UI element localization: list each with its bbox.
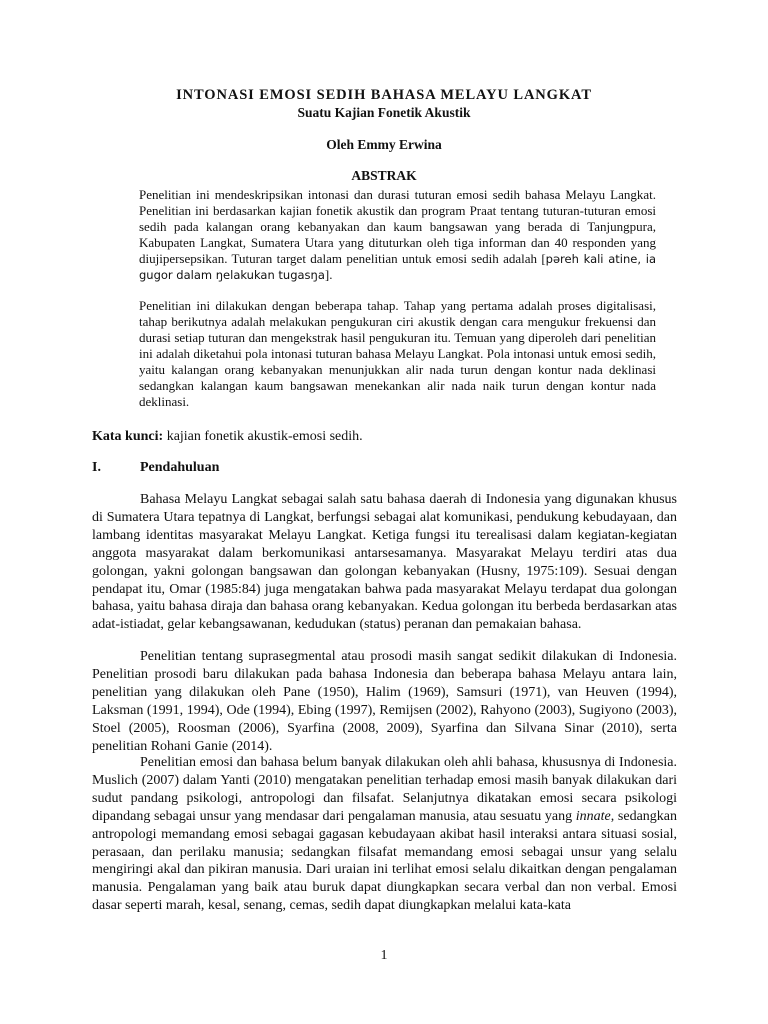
p3-text-before: Penelitian emosi dan bahasa belum banyak dilakukan oleh ahli bahasa, khususnya di Indonesia. Muslich (2007) dalam Yanti (2010) mengatakan penelitian terhadap emosi masih banyak dilakukan dari sudut pandang psikologi, antropologi dan filsafat. Selanjutnya dikatakan emosi secara psikologi dipandang sebagai unsur yang mendasar dari pengalaman manusia, atau sesuatu yang bbox=[92, 755, 677, 824]
abstract-p1-text: Penelitian ini mendeskripsikan intonasi dan durasi tuturan emosi sedih bahasa Melayu Langkat. Penelitian ini berdasarkan kajian fonetik akustik dan program Praat tentang tuturan-tuturan emosi sedih pada kalangan orang kebanyakan dan kaum bangsawan yang berada di Tanjungpura, Kabupaten Langkat, Sumatera Utara yang dituturkan oleh tiga informan dan 40 responden yang diujipersepsikan. Tuturan target dalam penelitian untuk emosi sedih adalah [ bbox=[139, 187, 656, 266]
p3-italic-term: innate bbox=[575, 808, 611, 824]
abstract-heading: ABSTRAK bbox=[351, 168, 417, 183]
section-number: I. bbox=[92, 460, 101, 475]
section-title: Pendahuluan bbox=[140, 460, 220, 475]
body-paragraph-2: Penelitian tentang suprasegmental atau prosodi masih sangat sedikit dilakukan di Indonesia. Penelitian prosodi baru dilakukan pada bahasa Indonesia dan beberapa bahasa Melayu antara lain, penelitian yang dilakukan oleh Pane (1950), Halim (1969), Samsuri (1971), van Heuven (1994), Laksman (1991, 1994), Ode (1994), Ebing (1997), Remijsen (2002), Rahyono (2003), Sugiyono (2003), Stoel (2005), Roosman (2006), Syarfina (2008, 2009), Syarfina dan Silvana Sinar (2010), serta penelitian Rohani Ganie (2014). bbox=[92, 649, 677, 754]
abstract-p1-end: ]. bbox=[324, 267, 333, 282]
keywords-line bbox=[92, 428, 363, 446]
page-number: 1 bbox=[380, 948, 388, 963]
abstract-paragraph-2: Penelitian ini dilakukan dengan beberapa tahap. Tahap yang pertama adalah proses digitalisasi, tahap berikutnya adalah melakukan pengukuran ciri akustik dengan cara mengukur frekuensi dan durasi setiap tuturan dan mengekstrak hasil pengukuran itu. Temuan yang diperoleh dari penelitian ini adalah diketahui pola intonasi tuturan bahasa Melayu Langkat. Pola intonasi untuk emosi sedih, yaitu kalangan orang kebanyakan menunjukkan alir nada turun dengan kontur nada deklinasi sedangkan kalangan kaum bangsawan menekankan alir nada naik turun dengan kontur nada deklinasi. bbox=[139, 298, 656, 409]
author-line: Oleh Emmy Erwina bbox=[326, 137, 442, 152]
abstract-paragraph-1 bbox=[139, 187, 656, 283]
abstract-target-utterance: pəreh kali atine, ia gugor dalam ŋelakukan tugasŋa bbox=[139, 252, 656, 282]
paper-subtitle: Suatu Kajian Fonetik Akustik bbox=[297, 105, 471, 120]
body-paragraph-3 bbox=[92, 754, 677, 915]
p3-text-after: , sedangkan antropologi memandang emosi sebagai gagasan kebudayaan akibat hasil interaksi antara situasi sosial, perasaan, dan perilaku manusia; sedangkan filsafat memandang emosi sebagai unsur yang selalu mengiringi akal dan pikiran manusia. Dari uraian ini terlihat emosi selalu dikaitkan dengan pengalaman manusia. Pengalaman yang baik atau buruk dapat diungkapkan secara verbal dan non verbal. Emosi dasar seperti marah, kesal, senang, cemas, sedih dapat diungkapkan melalui kata-kata bbox=[92, 808, 677, 914]
body-paragraph-1: Bahasa Melayu Langkat sebagai salah satu bahasa daerah di Indonesia yang digunakan khusus di Sumatera Utara tepatnya di Langkat, berfungsi sebagai alat komunikasi, pendukung kebudayaan, dan lambang identitas masyarakat Melayu Langkat. Ketiga fungsi itu terealisasi dalam kegiatan-kegiatan anggota masyarakat dalam berkomunikasi antarsesamanya. Masyarakat Melayu terdiri atas dua golongan, yakni golongan bangsawan dan golongan kebanyakan (Husny, 1975:109). Sesuai dengan pendapat itu, Omar (1985:84) juga mengatakan bahwa pada masyarakat Melayu terdapat dua golongan bahasa, yaitu bahasa diraja dan bahasa orang kebanyakan. Kedua golongan itu berbeda berdasarkan atas adat-istiadat, gelar kebangsawanan, kedudukan (status) peranan dan pemakaian bahasa. bbox=[92, 492, 677, 633]
paper-title: INTONASI EMOSI SEDIH BAHASA MELAYU LANGKAT bbox=[176, 87, 592, 103]
keywords-label: Kata kunci: bbox=[92, 429, 164, 444]
keywords-text: kajian fonetik akustik-emosi sedih. bbox=[163, 429, 363, 444]
